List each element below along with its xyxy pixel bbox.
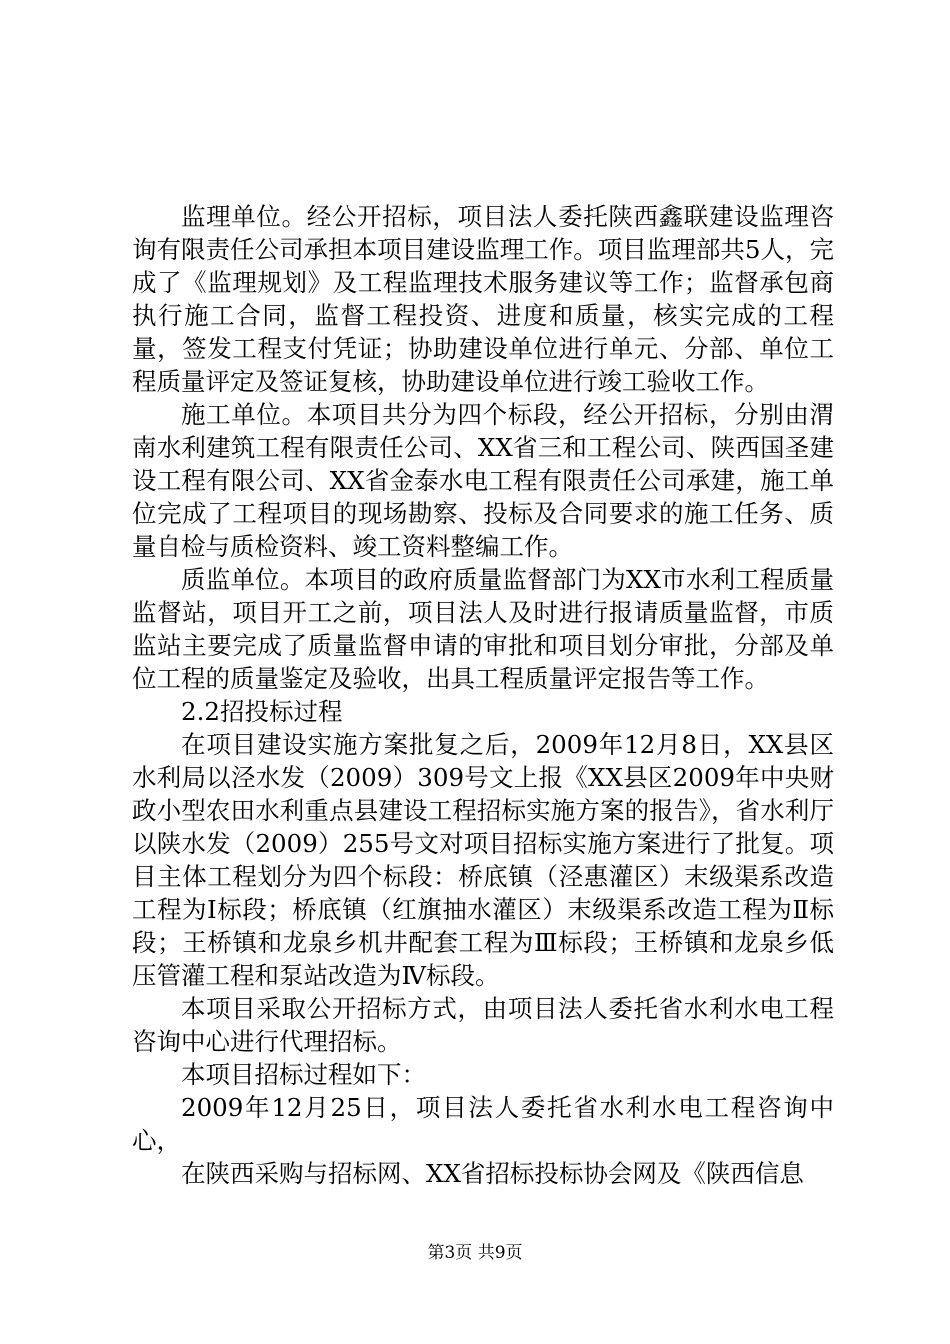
paragraph-bidding-publication: 在陕西采购与招标网、XX省招标投标协会网及《陕西信息 bbox=[181, 1159, 804, 1188]
paragraph-bidding-date: 2009年12月25日，项目法人委托省水利水电工程咨询中心， bbox=[132, 1093, 834, 1155]
paragraph-bidding-method: 本项目采取公开招标方式，由项目法人委托省水利水电工程咨询中心进行代理招标。 bbox=[132, 994, 834, 1056]
paragraph-construction-unit: 施工单位。本项目共分为四个标段，经公开招标，分别由渭南水利建筑工程有限责任公司、XX省三和工程公司、陕西国圣建设工程有限公司、XX省金泰水电工程有限责任公司承建，施工单位完成了工程项目的现场勘察、投标及合同要求的施工任务、质量自检与质检资料、竣工资料整编工作。 bbox=[132, 400, 834, 561]
paragraph-bidding-process-intro: 本项目招标过程如下： bbox=[181, 1060, 426, 1089]
page-footer: 第3页 共9页 bbox=[427, 1243, 523, 1263]
paragraph-quality-unit: 质监单位。本项目的政府质量监督部门为XX市水利工程质量监督站，项目开工之前，项目法人及时进行报请质量监督，市质监站主要完成了质量监督申请的审批和项目划分审批，分部及单位工程的质量鉴定及验收，出具工程质量评定报告等工作。 bbox=[132, 565, 834, 693]
paragraph-bidding-approval: 在项目建设实施方案批复之后，2009年12月8日，XX县区水利局以泾水发（2009）309号文上报《XX县区2009年中央财政小型农田水利重点县建设工程招标实施方案的报告》，省水利厅以陕水发（2009）255号文对项目招标实施方案进行了批复。项目主体工程划分为四个标段：桥底镇（泾惠灌区）末级渠系改造工程为Ⅰ标段；桥底镇（红旗抽水灌区）末级渠系改造工程为Ⅱ标段；王桥镇和龙泉乡机井配套工程为Ⅲ标段；王桥镇和龙泉乡低压管灌工程和泵站改造为Ⅳ标段。 bbox=[132, 730, 834, 990]
document-body bbox=[132, 200, 834, 1190]
section-heading: 2.2招投标过程 bbox=[181, 697, 343, 726]
paragraph-supervision-unit: 监理单位。经公开招标，项目法人委托陕西鑫联建设监理咨询有限责任公司承担本项目建设监理工作。项目监理部共5人，完成了《监理规划》及工程监理技术服务建议等工作；监督承包商执行施工合同，监督工程投资、进度和质量，核实完成的工程量，签发工程支付凭证；协助建设单位进行单元、分部、单位工程质量评定及签证复核，协助建设单位进行竣工验收工作。 bbox=[132, 202, 834, 396]
